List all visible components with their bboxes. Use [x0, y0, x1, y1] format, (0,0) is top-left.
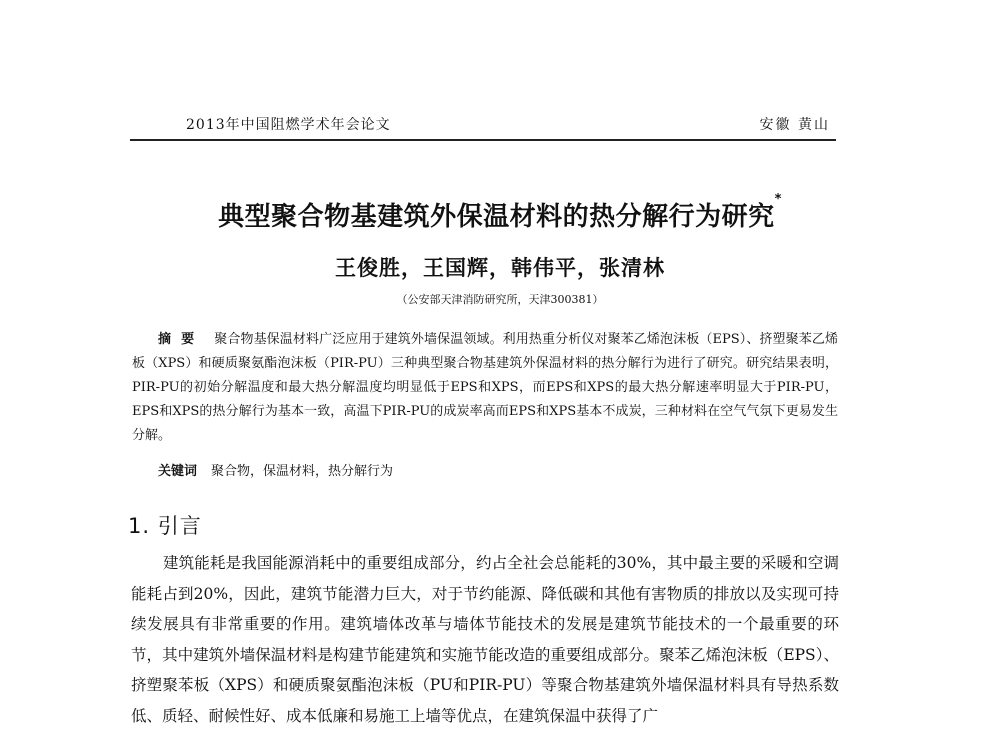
- keywords: [158, 460, 393, 479]
- paper-title: [0, 192, 1000, 233]
- abstract: [132, 328, 838, 448]
- abstract-text: 聚合物基保温材料广泛应用于建筑外墙保温领域。利用热重分析仪对聚苯乙烯泡沫板（EPS）、挤塑聚苯乙烯板（XPS）和硬质聚氨酯泡沫板（PIR-PU）三种典型聚合物基建筑外保温材料的热分解行为进行了研究。研究结果表明，PIR-PU的初始分解温度和最大热分解温度均明显低于EPS和XPS，而EPS和XPS的最大热分解速率明显大于PIR-PU，EPS和XPS的热分解行为基本一致，高温下PIR-PU的成炭率高而EPS和XPS基本不成炭，三种材料在空气气氛下更易发生分解。: [132, 332, 838, 443]
- title-footnote-mark: *: [774, 192, 782, 207]
- section-heading-introduction: 1. 引言: [128, 514, 202, 538]
- affiliation: （公安部天津消防研究所，天津300381）: [396, 293, 604, 306]
- running-header: [130, 112, 836, 138]
- conference-location: 安徽 黄山: [759, 117, 830, 133]
- header-rule: [130, 139, 836, 141]
- conference-name: 2013年中国阻燃学术年会论文: [186, 117, 391, 133]
- introduction-paragraph: 建筑能耗是我国能源消耗中的重要组成部分，约占全社会总能耗的30%，其中最主要的采暖和空调能耗占到20%，因此，建筑节能潜力巨大，对于节约能源、降低碳和其他有害物质的排放以及实现可持续发展具有非常重要的作用。建筑墙体改革与墙体节能技术的发展是建筑节能技术的一个最重要的环节，其中建筑外墙保温材料是构建节能建筑和实施节能改造的重要组成部分。聚苯乙烯泡沫板（EPS）、挤塑聚苯板（XPS）和硬质聚氨酯泡沫板（PU和PIR-PU）等聚合物基建筑外墙保温材料具有导热系数低、质轻、耐候性好、成本低廉和易施工上墙等优点，在建筑保温中获得了广: [131, 554, 839, 725]
- keywords-label: 关键词: [158, 464, 198, 479]
- abstract-label: 摘要: [158, 332, 205, 347]
- paper-title-text: 典型聚合物基建筑外保温材料的热分解行为研究: [218, 202, 775, 232]
- author-list: 王俊胜，王国辉，韩伟平，张清林: [335, 256, 665, 280]
- keywords-text: 聚合物，保温材料，热分解行为: [211, 464, 394, 479]
